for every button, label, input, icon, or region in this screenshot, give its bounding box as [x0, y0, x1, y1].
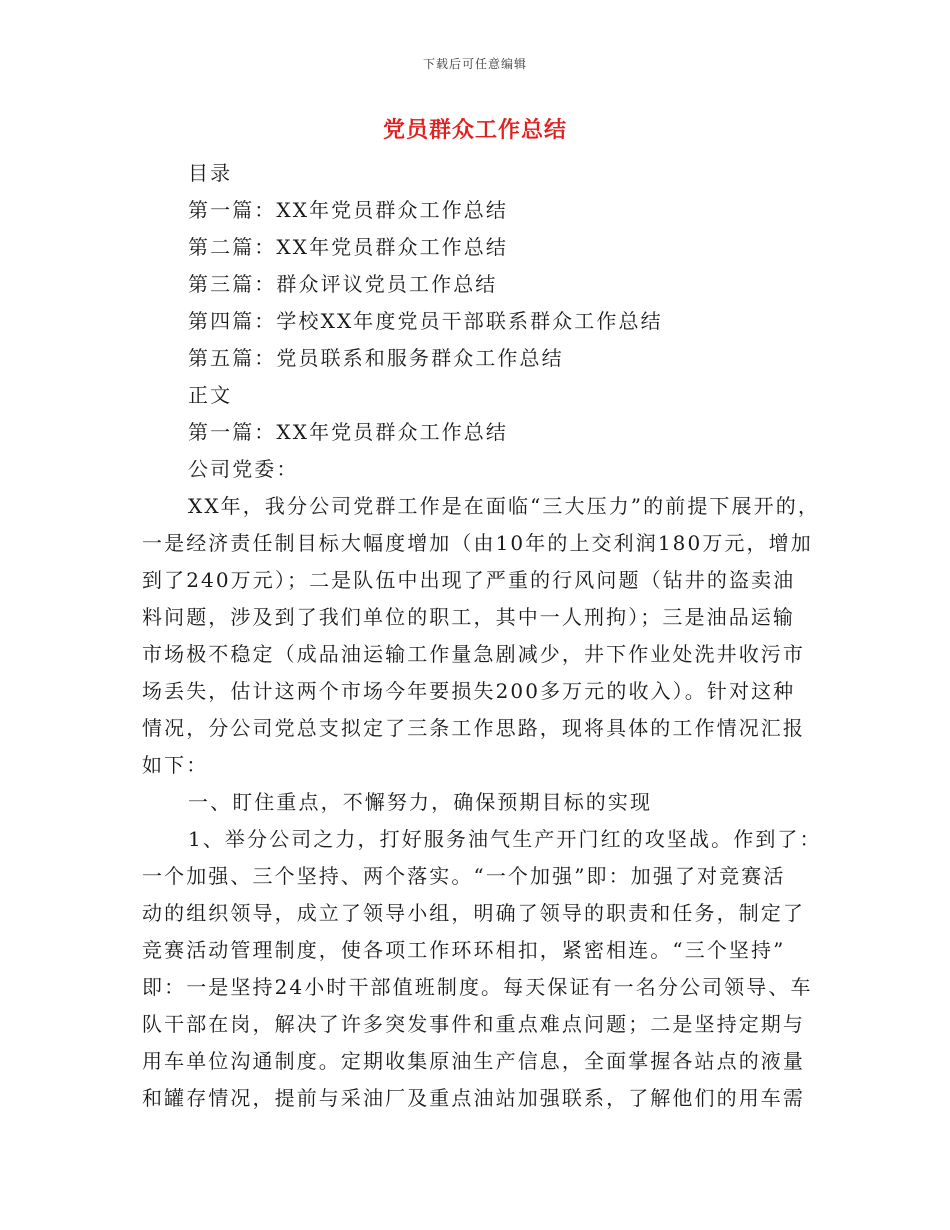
paragraph-line: 和罐存情况，提前与采油厂及重点油站加强联系，了解他们的用车需 — [142, 1086, 805, 1110]
paragraph-line: 料问题，涉及到了我们单位的职工，其中一人刑拘）；三是油品运输 — [142, 605, 795, 629]
paragraph-line: XX年，我分公司党群工作是在面临“三大压力”的前提下展开的， — [188, 494, 820, 518]
paragraph-line: 即：一是坚持24小时干部值班制度。每天保证有一名分公司领导、车 — [142, 975, 813, 999]
toc-heading: 目录 — [188, 161, 233, 185]
paragraph-line: 情况，分公司党总支拟定了三条工作思路，现将具体的工作情况汇报 — [142, 716, 805, 740]
paragraph-line: 到了240万元）；二是队伍中出现了严重的行风问题（钻井的盗卖油 — [142, 568, 796, 592]
paragraph-line: 一个加强、三个坚持、两个落实。“一个加强”即：加强了对竞赛活 — [142, 864, 786, 888]
toc-item: 第一篇：XX年党员群众工作总结 — [188, 198, 508, 222]
toc-item: 第二篇：XX年党员群众工作总结 — [188, 235, 508, 259]
paragraph-line: 用车单位沟通制度。定期收集原油生产信息，全面掌握各站点的液量 — [142, 1049, 805, 1073]
paragraph-line: 队干部在岗，解决了许多突发事件和重点难点问题；二是坚持定期与 — [142, 1012, 805, 1036]
page-header-note: 下载后可任意编辑 — [422, 57, 527, 71]
paragraph-line: 1、举分公司之力，打好服务油气生产开门红的攻坚战。作到了： — [188, 827, 822, 851]
toc-item: 第四篇：学校XX年度党员干部联系群众工作总结 — [188, 309, 663, 333]
paragraph-line: 场丢失，估计这两个市场今年要损失200多万元的收入）。针对这种 — [142, 679, 796, 703]
section-heading: 一、盯住重点，不懈努力，确保预期目标的实现 — [188, 790, 653, 814]
chapter-title: 第一篇：XX年党员群众工作总结 — [188, 420, 508, 444]
paragraph-line: 动的组织领导，成立了领导小组，明确了领导的职责和任务，制定了 — [142, 901, 805, 925]
salutation: 公司党委： — [188, 457, 299, 481]
paragraph-line: 一是经济责任制目标大幅度增加（由10年的上交利润180万元，增加 — [142, 531, 813, 555]
paragraph-line: 竞赛活动管理制度，使各项工作环环相扣，紧密相连。“三个坚持” — [142, 938, 786, 962]
paragraph-line: 如下： — [142, 753, 209, 777]
toc-item: 第三篇：群众评议党员工作总结 — [188, 272, 498, 296]
paragraph-line: 市场极不稳定（成品油运输工作量急剧减少，井下作业处洗井收污市 — [142, 642, 805, 666]
document-body — [142, 155, 822, 1117]
toc-item: 第五篇：党员联系和服务群众工作总结 — [188, 346, 564, 370]
document-title: 党员群众工作总结 — [382, 117, 567, 143]
body-heading: 正文 — [188, 383, 233, 407]
